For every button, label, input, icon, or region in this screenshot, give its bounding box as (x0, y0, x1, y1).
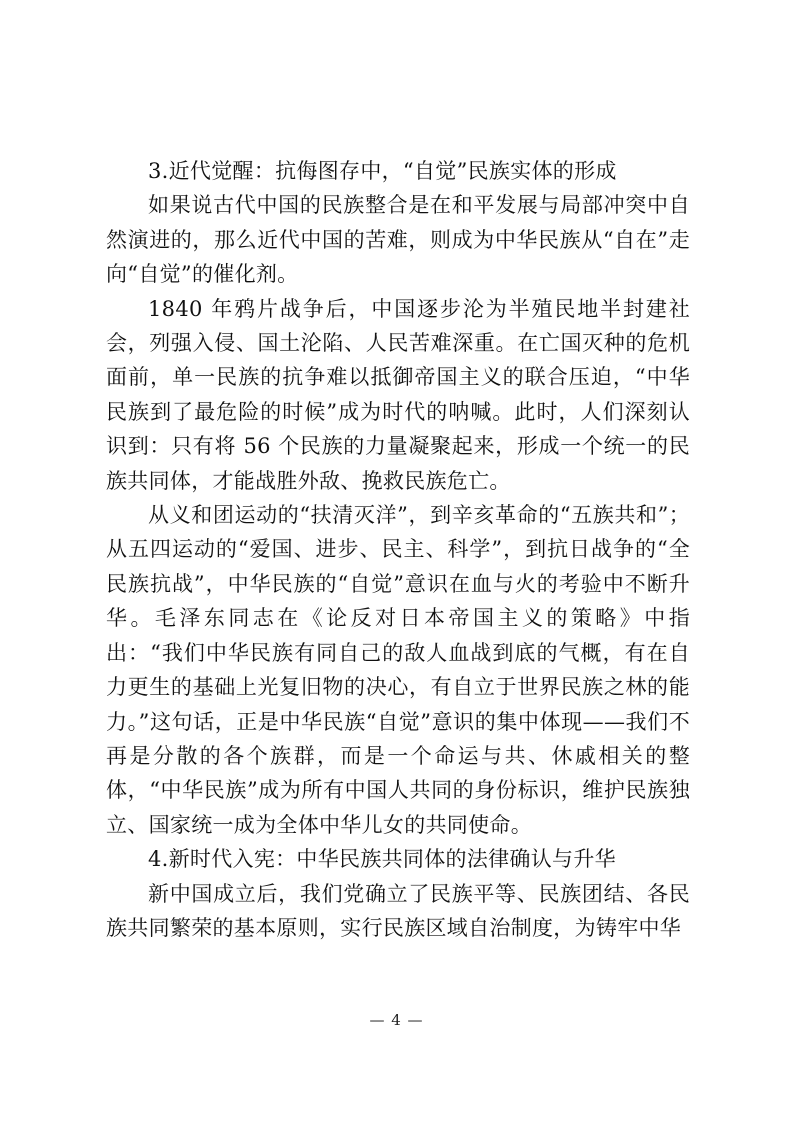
paragraph-1: 如果说古代中国的民族整合是在和平发展与局部冲突中自然演进的，那么近代中国的苦难，则成为中华民族从“自在”走向“自觉”的催化剂。 (106, 193, 690, 287)
document-body (106, 154, 690, 945)
paragraph-4: 新中国成立后，我们党确立了民族平等、民族团结、各民族共同繁荣的基本原则，实行民族区域自治制度，为铸牢中华 (106, 881, 690, 940)
page-number: — 4 — (369, 1011, 424, 1029)
paragraph-2: 1840 年鸦片战争后，中国逐步沦为半殖民地半封建社会，列强入侵、国土沦陷、人民苦难深重。在亡国灭种的危机面前，单一民族的抗争难以抵御帝国主义的联合压迫，“中华民族到了最危险的时候”成为时代的呐喊。此时，人们深刻认识到：只有将 56 个民族的力量凝聚起来，形成一个统一的民族共同体，才能战胜外敌、挽救民族危亡。 (106, 296, 690, 493)
section-heading-4: 4.新时代入宪：中华民族共同体的法律确认与升华 (148, 847, 616, 872)
section-heading-3: 3.近代觉醒：抗侮图存中，“自觉”民族实体的形成 (148, 159, 617, 183)
paragraph-3: 从义和团运动的“扶清灭洋”，到辛亥革命的“五族共和”；从五四运动的“爱国、进步、民主、科学”，到抗日战争的“全民族抗战”，中华民族的“自觉”意识在血与火的考验中不断升华。毛泽东同志在《论反对日本帝国主义的策略》中指出：“我们中华民族有同自己的敌人血战到底的气概，有在自力更生的基础上光复旧物的决心，有自立于世界民族之林的能力。”这句话，正是中华民族“自觉”意识的集中体现——我们不再是分散的各个族群，而是一个命运与共、休戚相关的整体，“中华民族”成为所有中国人共同的身份标识，维护民族独立、国家统一成为全体中华儿女的共同使命。 (106, 503, 690, 837)
